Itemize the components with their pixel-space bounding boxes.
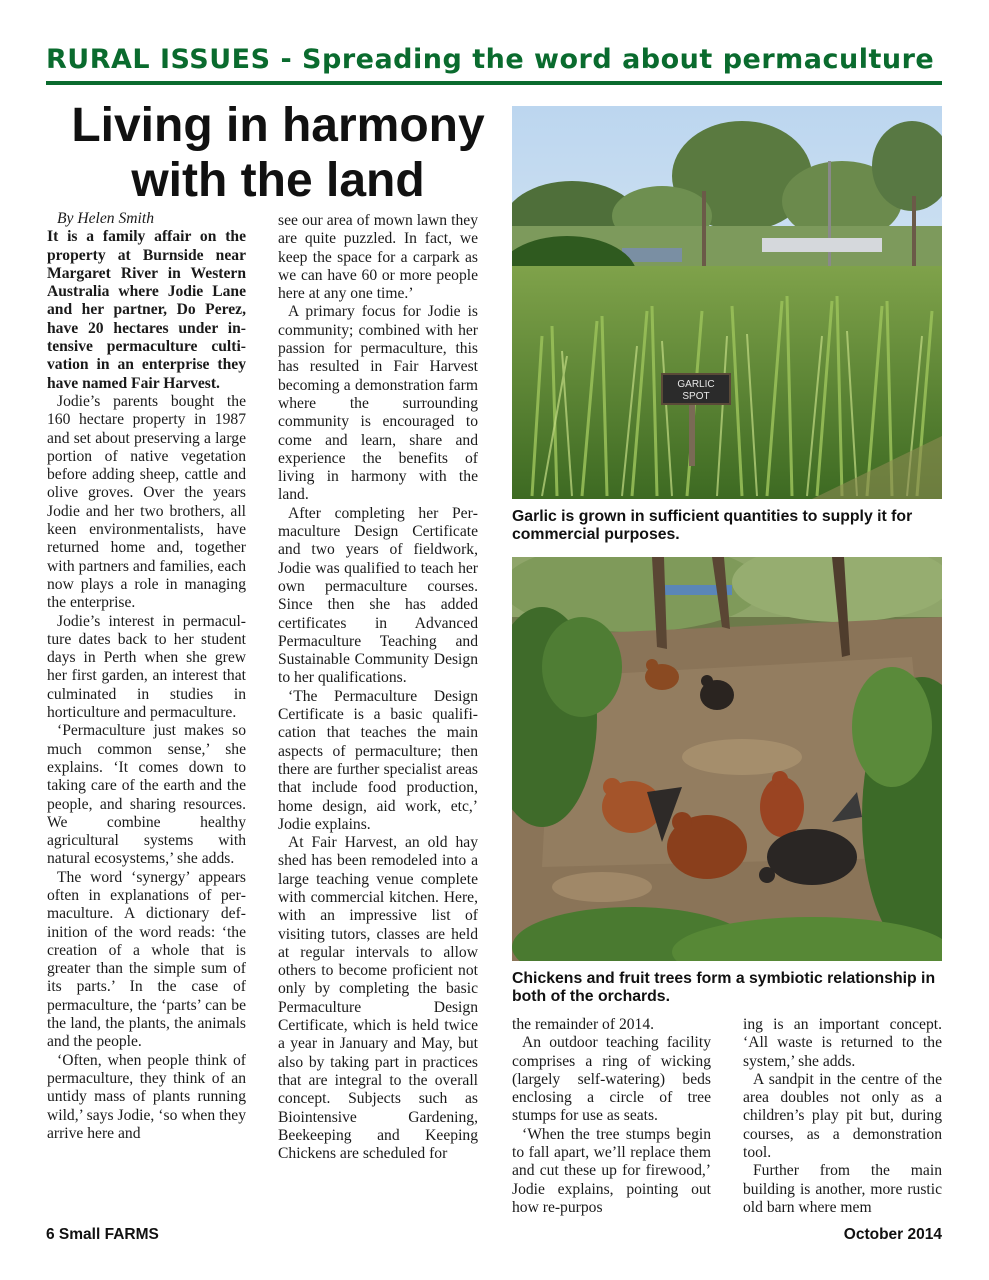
paragraph: An outdoor teaching facility comprises a ring of wicking (largely self-watering) beds enclosing a circle of tree stumps for use as seats. [512, 1034, 711, 1125]
paragraph: At Fair Harvest, an old hay shed has been remodeled into a large teaching venue complete with commercial kitchen. Here, with an impressive list of visiting tutors, classes are held at regular intervals to allow others to become proficient not only by completing the basic Permaculture Design Certificate, which is held twice a year in January and May, but also by taking part in practices that are integral to the overall concept. Subjects such as Biointensive Gardening, Beekeeping and Keeping Chickens are scheduled for [278, 834, 478, 1163]
article-column-3 [512, 1016, 711, 1218]
byline: By Helen Smith [57, 210, 154, 227]
paragraph: ‘The Permaculture Design Certificate is a basic qualification that teaches the main aspects of permaculture; then there are further specialist areas that include food production, home design, aid work, etc,’ Jodie explains. [278, 687, 478, 833]
paragraph-continuation: see our area of mown lawn they are quite puzzled. In fact, we keep the space for a carpark as we can have 60 or more people here at any one time.’ [278, 212, 478, 303]
garlic-photo [512, 106, 942, 499]
paragraph: Jodie’s parents bought the 160 hectare property in 1987 and set about preserving a large portion of native vegetation before adding sheep, cattle and olive groves. Over the years Jodie and her two brothers, all keen environmentalists, have returned home and, together with partners and families, each now plays a role in managing the enterprise. [47, 392, 246, 612]
paragraph: The word ‘synergy’ appears often in explanations of permaculture. A dictionary definition of the word reads: ‘the creation of a whole that is greater than the simple sum of its parts.’ In the case of permaculture, the ‘parts’ can be the land, the plants, the animals and the people. [47, 868, 246, 1051]
paragraph: ‘When the tree stumps begin to fall apart, we’ll replace them and cut these up for firewood,’ Jodie explains, pointing out how re-purpos [512, 1125, 711, 1216]
paragraph: Jodie’s interest in permaculture dates back to her student days in Perth when she grew her first garden, an interest that culminated in studies in horticulture and permaculture. [47, 612, 246, 722]
paragraph: A sandpit in the centre of the area doubles not only as a children’s play pit but, during courses, as a demonstration tool. [743, 1070, 942, 1162]
paragraph: A primary focus for Jodie is community; combined with her passion for permaculture, this has resulted in Fair Harvest becoming a demonstration farm where the surrounding community is encouraged to come and learn, share and experience the benefits of living in harmony with the land. [278, 303, 478, 504]
chickens-photo [512, 557, 942, 961]
headline-line-1: Living in harmony [71, 99, 485, 152]
chickens-photo-caption: Chickens and fruit trees form a symbiotic relationship in both of the orchards. [512, 970, 936, 1005]
footer-page-label: 6 Small FARMS [46, 1226, 159, 1243]
article-column-4 [743, 1016, 942, 1218]
paragraph: Further from the main building is another, more rustic old barn where mem [743, 1162, 942, 1216]
section-header: RURAL ISSUES - Spreading the word about permaculture [46, 44, 935, 75]
lead-paragraph: It is a family affair on the property at Burnside near Margaret River in Western Australia where Jodie Lane and her partner, Do Perez, have 20 hectares under intensive permaculture cultivation in an enterprise they have named Fair Harvest. [47, 228, 246, 392]
paragraph-continuation: the remainder of 2014. [512, 1016, 655, 1033]
sign-text-line-1: GARLIC [677, 379, 715, 390]
paragraph: After completing her Permaculture Design Certificate and two years of fieldwork, Jodie was qualified to teach her own permaculture courses. Since then she has added certificates in Advanced Permaculture Teaching and Sustainable Community Design to her qualifications. [278, 504, 478, 687]
sign-text-line-2: SPOT [682, 391, 710, 402]
article-column-2 [278, 212, 478, 1218]
article-column-1 [47, 210, 246, 1218]
paragraph: ‘Permaculture just makes so much common sense,’ she explains. ‘It comes down to taking care of the earth and the people, and sharing resources. We combine healthy agricultural systems with natural ecosystems,’ she adds. [47, 722, 246, 868]
paragraph: ‘Often, when people think of permaculture, they think of an untidy mass of plants running wild,’ says Jodie, ‘so when they arrive here and [47, 1051, 246, 1142]
paragraph-continuation: ing is an important concept. ‘All waste is returned to the system,’ she adds. [743, 1016, 942, 1070]
garlic-photo-caption: Garlic is grown in sufficient quantities to supply it for commercial purposes. [512, 508, 913, 543]
footer-issue-date: October 2014 [843, 1226, 942, 1243]
headline [46, 98, 510, 208]
headline-line-2: with the land [131, 154, 425, 207]
header-rule [46, 81, 942, 85]
